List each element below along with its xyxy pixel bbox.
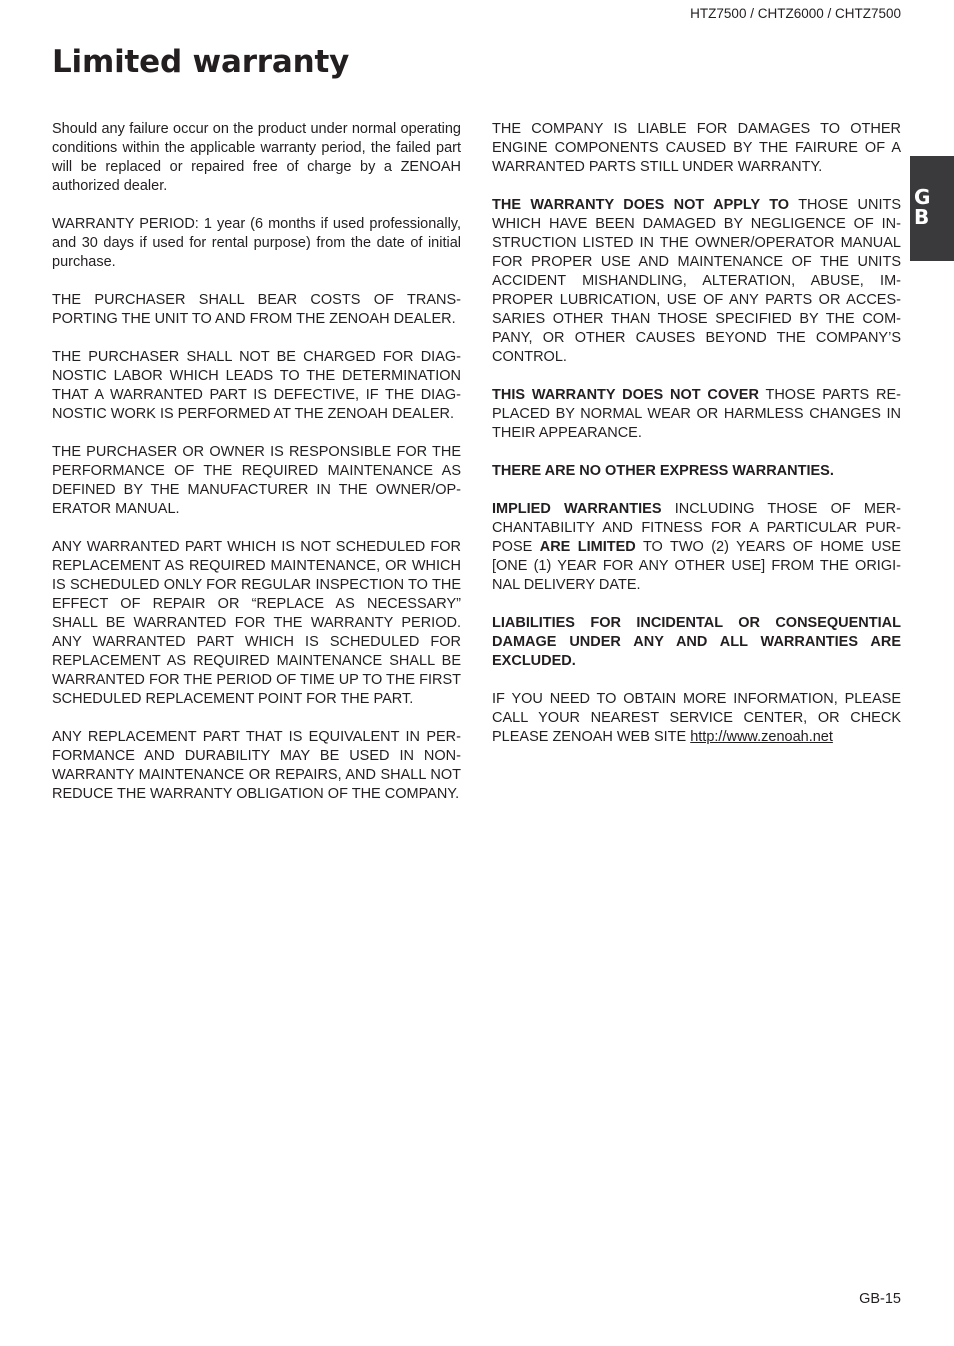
warranty-not-cover-text: THOSE PARTS REPLACED BY NORMAL WEAR OR HARMLESS CHANGES IN THEIR APPEARANCE.: [492, 387, 901, 441]
implied-warranties-paragraph: [492, 500, 901, 595]
more-information-paragraph: [492, 690, 901, 747]
liabilities-excluded-paragraph: [492, 614, 901, 671]
failure-paragraph: Should any failure occur on the product under normal operating conditions within the applicable warranty period, the failed part will be replaced or repaired free of charge by a ZENOAH authorized dealer.: [52, 121, 461, 194]
left-column: [52, 120, 461, 823]
warranty-not-cover-paragraph: [492, 386, 901, 443]
maintenance-responsibility-paragraph: THE PURCHASER OR OWNER IS RESPONSIBLE FOR THE PERFORMANCE OF THE REQUIRED MAINTENANCE AS DEFINED BY THE MANUFACTURER IN THE OWNER/OPERATOR MANUAL.: [52, 444, 461, 517]
warranty-not-apply-heading: THE WARRANTY DOES NOT APPLY TO: [492, 197, 790, 213]
page-number: GB-15: [859, 1291, 901, 1307]
no-express-warranties-heading: THERE ARE NO OTHER EXPRESS WARRANTIES.: [492, 463, 834, 479]
warranty-not-apply-text: THOSE UNITS WHICH HAVE BEEN DAMAGED BY NEGLIGENCE OF INSTRUCTION LISTED IN THE OWNER/OPERATOR MANUAL FOR PROPER USE AND MAINTENANCE OF THE UNITS ACCIDENT MISHANDLING, ALTERATION, ABUSE, IMPROPER LUBRICATION, USE OF ANY PARTS OR ACCESSARIES OTHER THAN THOSE SPECIFIED BY THE COMPANY, OR OTHER CAUSES BEYOND THE COMPANY’S CONTROL.: [492, 197, 901, 365]
language-tab: [910, 156, 954, 261]
transport-cost-paragraph: THE PURCHASER SHALL BEAR COSTS OF TRANSPORTING THE UNIT TO AND FROM THE ZENOAH DEALER.: [52, 292, 461, 327]
language-tab-letter-1: G: [914, 185, 931, 209]
company-liability-paragraph: THE COMPANY IS LIABLE FOR DAMAGES TO OTHER ENGINE COMPONENTS CAUSED BY THE FAIRURE OF A WARRANTED PARTS STILL UNDER WARRANTY.: [492, 121, 901, 175]
warranted-part-paragraph: ANY WARRANTED PART WHICH IS NOT SCHEDULED FOR REPLACEMENT AS REQUIRED MAINTENANCE, OR WHICH IS SCHEDULED ONLY FOR REGULAR INSPECTION TO THE EFFECT OF REPAIR OR “REPLACE AS NECESSARY” SHALL BE WARRANTED FOR THE WARRANTY PERIOD. ANY WARRANTED PART WHICH IS SCHEDULED FOR REPLACEMENT AS REQUIRED MAINTENANCE SHALL BE WARRANTED FOR THE PERIOD OF TIME UP TO THE FIRST SCHEDULED REPLACEMENT POINT FOR THE PART.: [52, 539, 461, 707]
warranty-not-cover-heading: THIS WARRANTY DOES NOT COVER: [492, 387, 759, 403]
warranty-period-text: 1 year (6 months if used professionally, and 30 days if used for rental purpose) from the date of initial purchase.: [52, 216, 462, 270]
no-express-warranties-paragraph: [492, 462, 901, 481]
zenoah-website-link[interactable]: http://www.zenoah.net: [690, 729, 833, 745]
language-tab-letter-2: B: [914, 205, 930, 229]
liabilities-excluded-heading: LIABILITIES FOR INCIDENTAL OR CONSEQUENTIAL DAMAGE UNDER ANY AND ALL WARRANTIES ARE EXCLUDED.: [492, 615, 901, 669]
implied-warranties-text-2: TO TWO (2) YEARS OF HOME USE [ONE (1) YEAR FOR ANY OTHER USE] FROM THE ORIGINAL DELIVERY DATE.: [492, 539, 902, 593]
right-column: [492, 120, 901, 766]
implied-warranties-heading: IMPLIED WARRANTIES: [492, 501, 662, 517]
implied-warranties-text-1: INCLUDING THOSE OF MERCHANTABILITY AND FITNESS FOR A PARTICULAR PURPOSE: [492, 501, 901, 555]
replacement-part-paragraph: ANY REPLACEMENT PART THAT IS EQUIVALENT IN PERFORMANCE AND DURABILITY MAY BE USED IN NON-WARRANTY MAINTENANCE OR REPAIRS, AND SHALL NOT REDUCE THE WARRANTY OBLIGATION OF THE COMPANY.: [52, 729, 461, 802]
warranty-period-paragraph: [52, 215, 461, 272]
model-header: HTZ7500 / CHTZ6000 / CHTZ7500: [690, 6, 901, 21]
diagnostic-labor-paragraph: THE PURCHASER SHALL NOT BE CHARGED FOR DIAGNOSTIC LABOR WHICH LEADS TO THE DETERMINATION THAT A WARRANTED PART IS DEFECTIVE, IF THE DIAGNOSTIC WORK IS PERFORMED AT THE ZENOAH DEALER.: [52, 349, 461, 422]
page-title: Limited warranty: [52, 44, 350, 80]
are-limited-heading: ARE LIMITED: [539, 539, 636, 555]
warranty-period-label: WARRANTY PERIOD:: [52, 216, 199, 232]
warranty-not-apply-paragraph: [492, 196, 901, 367]
more-information-text: IF YOU NEED TO OBTAIN MORE INFORMATION, PLEASE CALL YOUR NEAREST SERVICE CENTER, OR CHECK PLEASE ZENOAH WEB SITE: [492, 691, 901, 745]
